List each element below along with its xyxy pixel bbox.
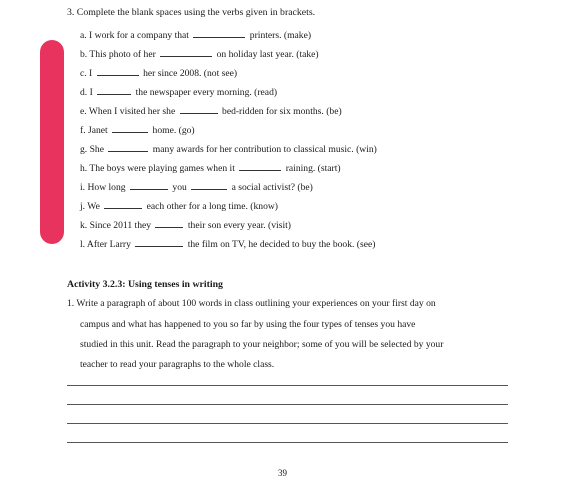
activity-line: 1. Write a paragraph of about 100 words in class outlining your experiences on your first day on xyxy=(67,298,436,309)
activity-line: campus and what has happened to you so far by using the four types of tenses you have xyxy=(80,319,416,330)
answer-blank[interactable] xyxy=(191,180,227,190)
writing-line[interactable] xyxy=(67,385,508,386)
item-text-after: a social activist? (be) xyxy=(231,182,313,193)
writing-line[interactable] xyxy=(67,423,508,424)
exercise-item-k xyxy=(80,218,291,232)
writing-line[interactable] xyxy=(67,404,508,405)
exercise-instruction: 3. Complete the blank spaces using the verbs given in brackets. xyxy=(67,7,316,18)
item-text-before: h. The boys were playing games when it xyxy=(80,163,235,174)
item-text-before: e. When I visited her she xyxy=(80,106,176,117)
item-text-after: home. (go) xyxy=(152,125,195,136)
answer-blank[interactable] xyxy=(180,104,218,114)
item-text-after: each other for a long time. (know) xyxy=(146,201,278,212)
item-text-after: printers. (make) xyxy=(249,30,312,41)
item-text-before: k. Since 2011 they xyxy=(80,220,152,231)
activity-line: studied in this unit. Read the paragraph to your neighbor; some of you will be selected by your xyxy=(80,339,444,350)
item-text-after: on holiday last year. (take) xyxy=(216,49,319,60)
answer-blank[interactable] xyxy=(239,161,281,171)
activity-heading: Activity 3.2.3: Using tenses in writing xyxy=(67,279,223,290)
activity-line: teacher to read your paragraphs to the whole class. xyxy=(80,359,275,370)
answer-blank[interactable] xyxy=(135,237,183,247)
answer-blank[interactable] xyxy=(97,66,139,76)
answer-blank[interactable] xyxy=(160,47,212,57)
exercise-item-g xyxy=(80,142,377,156)
item-text-after: many awards for her contribution to classical music. (win) xyxy=(152,144,377,155)
item-text-before: i. How long xyxy=(80,182,126,193)
item-text-before: l. After Larry xyxy=(80,239,131,250)
item-text-middle: you xyxy=(172,182,187,193)
answer-blank[interactable] xyxy=(108,142,148,152)
answer-blank[interactable] xyxy=(155,218,183,228)
item-text-before: a. I work for a company that xyxy=(80,30,189,41)
item-text-before: j. We xyxy=(80,201,100,212)
exercise-item-f xyxy=(80,123,195,137)
page-number: 39 xyxy=(278,468,287,478)
item-text-after: her since 2008. (not see) xyxy=(143,68,238,79)
item-text-before: f. Janet xyxy=(80,125,108,136)
item-text-before: g. She xyxy=(80,144,104,155)
writing-line[interactable] xyxy=(67,442,508,443)
answer-blank[interactable] xyxy=(112,123,148,133)
exercise-item-i xyxy=(80,180,313,194)
item-text-after: the newspaper every morning. (read) xyxy=(135,87,278,98)
item-text-after: the film on TV, he decided to buy the book. (see) xyxy=(187,239,376,250)
item-text-after: bed-ridden for six months. (be) xyxy=(222,106,342,117)
highlight-marker xyxy=(40,40,64,244)
item-text-after: raining. (start) xyxy=(285,163,341,174)
exercise-item-d xyxy=(80,85,277,99)
exercise-item-e xyxy=(80,104,342,118)
exercise-item-l xyxy=(80,237,375,251)
item-text-before: d. I xyxy=(80,87,93,98)
answer-blank[interactable] xyxy=(104,199,142,209)
item-text-after: their son every year. (visit) xyxy=(187,220,291,231)
answer-blank[interactable] xyxy=(97,85,131,95)
answer-blank[interactable] xyxy=(130,180,168,190)
item-text-before: b. This photo of her xyxy=(80,49,156,60)
exercise-item-j xyxy=(80,199,278,213)
exercise-item-a xyxy=(80,28,311,42)
exercise-item-c xyxy=(80,66,237,80)
exercise-item-h xyxy=(80,161,341,175)
answer-blank[interactable] xyxy=(193,28,245,38)
item-text-before: c. I xyxy=(80,68,93,79)
exercise-item-b xyxy=(80,47,319,61)
